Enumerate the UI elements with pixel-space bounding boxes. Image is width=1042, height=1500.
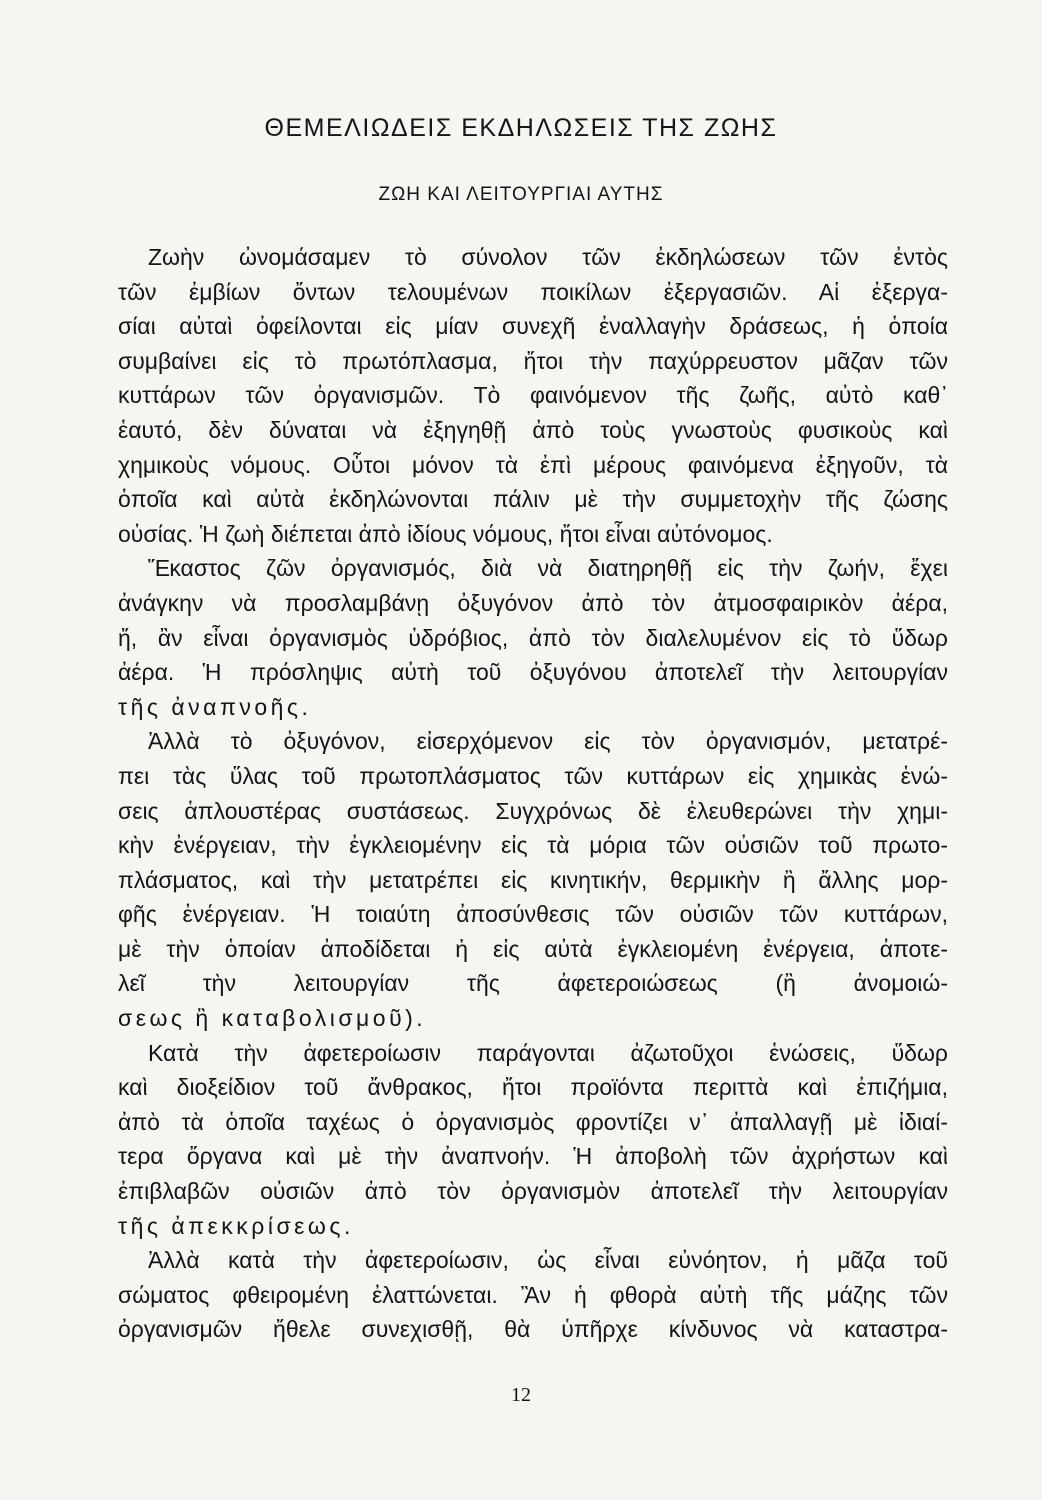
text-line: πλάσματος, καὶ τὴν μετατρέπει εἰς κινητικήν, θερμικὴν ἢ ἄλλης μορ- [118, 866, 948, 893]
text-line: Ἀλλὰ τὸ ὀξυγόνον, εἰσερχόμενον εἰς τὸν ὀργανισμόν, μετατρέ- [148, 728, 948, 755]
text-line: σώματος φθειρομένη ἐλαττώνεται. Ἂν ἡ φθορὰ αὐτὴ τῆς μάζης τῶν [118, 1281, 948, 1308]
text-line: πει τὰς ὕλας τοῦ πρωτοπλάσματος τῶν κυττάρων εἰς χημικὰς ἑνώ- [118, 762, 948, 789]
text-line: τῆς ἀναπνοῆς. [118, 693, 312, 720]
text-line: μὲ τὴν ὁποίαν ἀποδίδεται ἡ εἰς αὐτὰ ἐγκλειομένη ἐνέργεια, ἀποτε- [118, 935, 948, 962]
section-subtitle: ΖΩΗ ΚΑΙ ΛΕΙΤΟΥΡΓΙΑΙ ΑΥΤΗΣ [378, 184, 664, 205]
text-line: ὀργανισμῶν ἤθελε συνεχισθῇ, θὰ ὑπῆρχε κίνδυνος νὰ καταστρα- [118, 1316, 948, 1343]
text-line: ἐπιβλαβῶν οὐσιῶν ἀπὸ τὸν ὀργανισμὸν ἀποτελεῖ τὴν λειτουργίαν [118, 1178, 948, 1205]
text-line: τῆς ἀπεκκρίσεως. [118, 1212, 354, 1239]
text-line: ἤ, ἂν εἶναι ὀργανισμὸς ὑδρόβιος, ἀπὸ τὸν διαλελυμένον εἰς τὸ ὕδωρ [118, 624, 948, 651]
text-line: σεις ἁπλουστέρας συστάσεως. Συγχρόνως δὲ ἐλευθερώνει τὴν χημι- [118, 797, 948, 824]
text-line: τερα ὄργανα καὶ μὲ τὴν ἀναπνοήν. Ἡ ἀποβολὴ τῶν ἀχρήστων καὶ [118, 1143, 948, 1170]
text-line: σεως ἢ καταβολισμοῦ). [118, 1005, 427, 1032]
text-line: Ἀλλὰ κατὰ τὴν ἀφετεροίωσιν, ὡς εἶναι εὐνόητον, ἡ μᾶζα τοῦ [148, 1247, 948, 1274]
text-line: τῶν ἐμβίων ὄντων τελουμένων ποικίλων ἐξεργασιῶν. Αἱ ἐξεργα- [118, 278, 948, 305]
chapter-title: ΘΕΜΕΛΙΩΔΕΙΣ ΕΚΔΗΛΩΣΕΙΣ ΤΗΣ ΖΩΗΣ [264, 114, 778, 142]
text-line: ἀέρα. Ἡ πρόσληψις αὐτὴ τοῦ ὀξυγόνου ἀποτελεῖ τὴν λειτουργίαν [118, 659, 948, 686]
text-line: οὐσίας. Ἡ ζωὴ διέπεται ἀπὸ ἰδίους νόμους, ἤτοι εἶναι αὐτόνομος. [118, 520, 773, 547]
text-line: ἑαυτό, δὲν δύναται νὰ ἐξηγηθῇ ἀπὸ τοὺς γνωστοὺς φυσικοὺς καὶ [118, 416, 948, 443]
text-line: κὴν ἐνέργειαν, τὴν ἐγκλειομένην εἰς τὰ μόρια τῶν οὐσιῶν τοῦ πρωτο- [118, 832, 948, 859]
text-line: Ζωὴν ὠνομάσαμεν τὸ σύνολον τῶν ἐκδηλώσεων τῶν ἐντὸς [148, 244, 948, 270]
text-line: ὁποῖα καὶ αὐτὰ ἐκδηλώνονται πάλιν μὲ τὴν συμμετοχὴν τῆς ζώσης [118, 486, 948, 513]
text-line: Κατὰ τὴν ἀφετεροίωσιν παράγονται ἀζωτοῦχοι ἑνώσεις, ὕδωρ [148, 1039, 948, 1066]
page-number: 12 [511, 1384, 531, 1406]
text-line: ἀνάγκην νὰ προσλαμβάνῃ ὀξυγόνον ἀπὸ τὸν ἀτμοσφαιρικὸν ἀέρα, [118, 589, 948, 616]
text-line: συμβαίνει εἰς τὸ πρωτόπλασμα, ἤτοι τὴν παχύρρευστον μᾶζαν τῶν [118, 347, 948, 374]
text-line: σίαι αὐταὶ ὀφείλονται εἰς μίαν συνεχῆ ἐναλλαγὴν δράσεως, ἡ ὁποία [118, 313, 948, 340]
text-line: κυττάρων τῶν ὀργανισμῶν. Τὸ φαινόμενον τῆς ζωῆς, αὐτὸ καθ᾽ [118, 382, 948, 409]
text-line: καὶ διοξείδιον τοῦ ἄνθρακος, ἤτοι προϊόντα περιττὰ καὶ ἐπιζήμια, [118, 1074, 948, 1101]
text-line: ἀπὸ τὰ ὁποῖα ταχέως ὁ ὀργανισμὸς φροντίζει ν᾽ ἀπαλλαγῇ μὲ ἰδιαί- [118, 1108, 948, 1135]
body-text [118, 240, 948, 1347]
text-line: φῆς ἐνέργειαν. Ἡ τοιαύτη ἀποσύνθεσις τῶν οὐσιῶν τῶν κυττάρων, [118, 901, 948, 928]
text-line: λεῖ τὴν λειτουργίαν τῆς ἀφετεροιώσεως (ἢ ἀνομοιώ- [118, 970, 948, 997]
text-line: Ἕκαστος ζῶν ὀργανισμός, διὰ νὰ διατηρηθῇ εἰς τὴν ζωήν, ἔχει [148, 555, 948, 582]
text-line: χημικοὺς νόμους. Οὗτοι μόνον τὰ ἐπὶ μέρους φαινόμενα ἐξηγοῦν, τὰ [118, 451, 948, 478]
